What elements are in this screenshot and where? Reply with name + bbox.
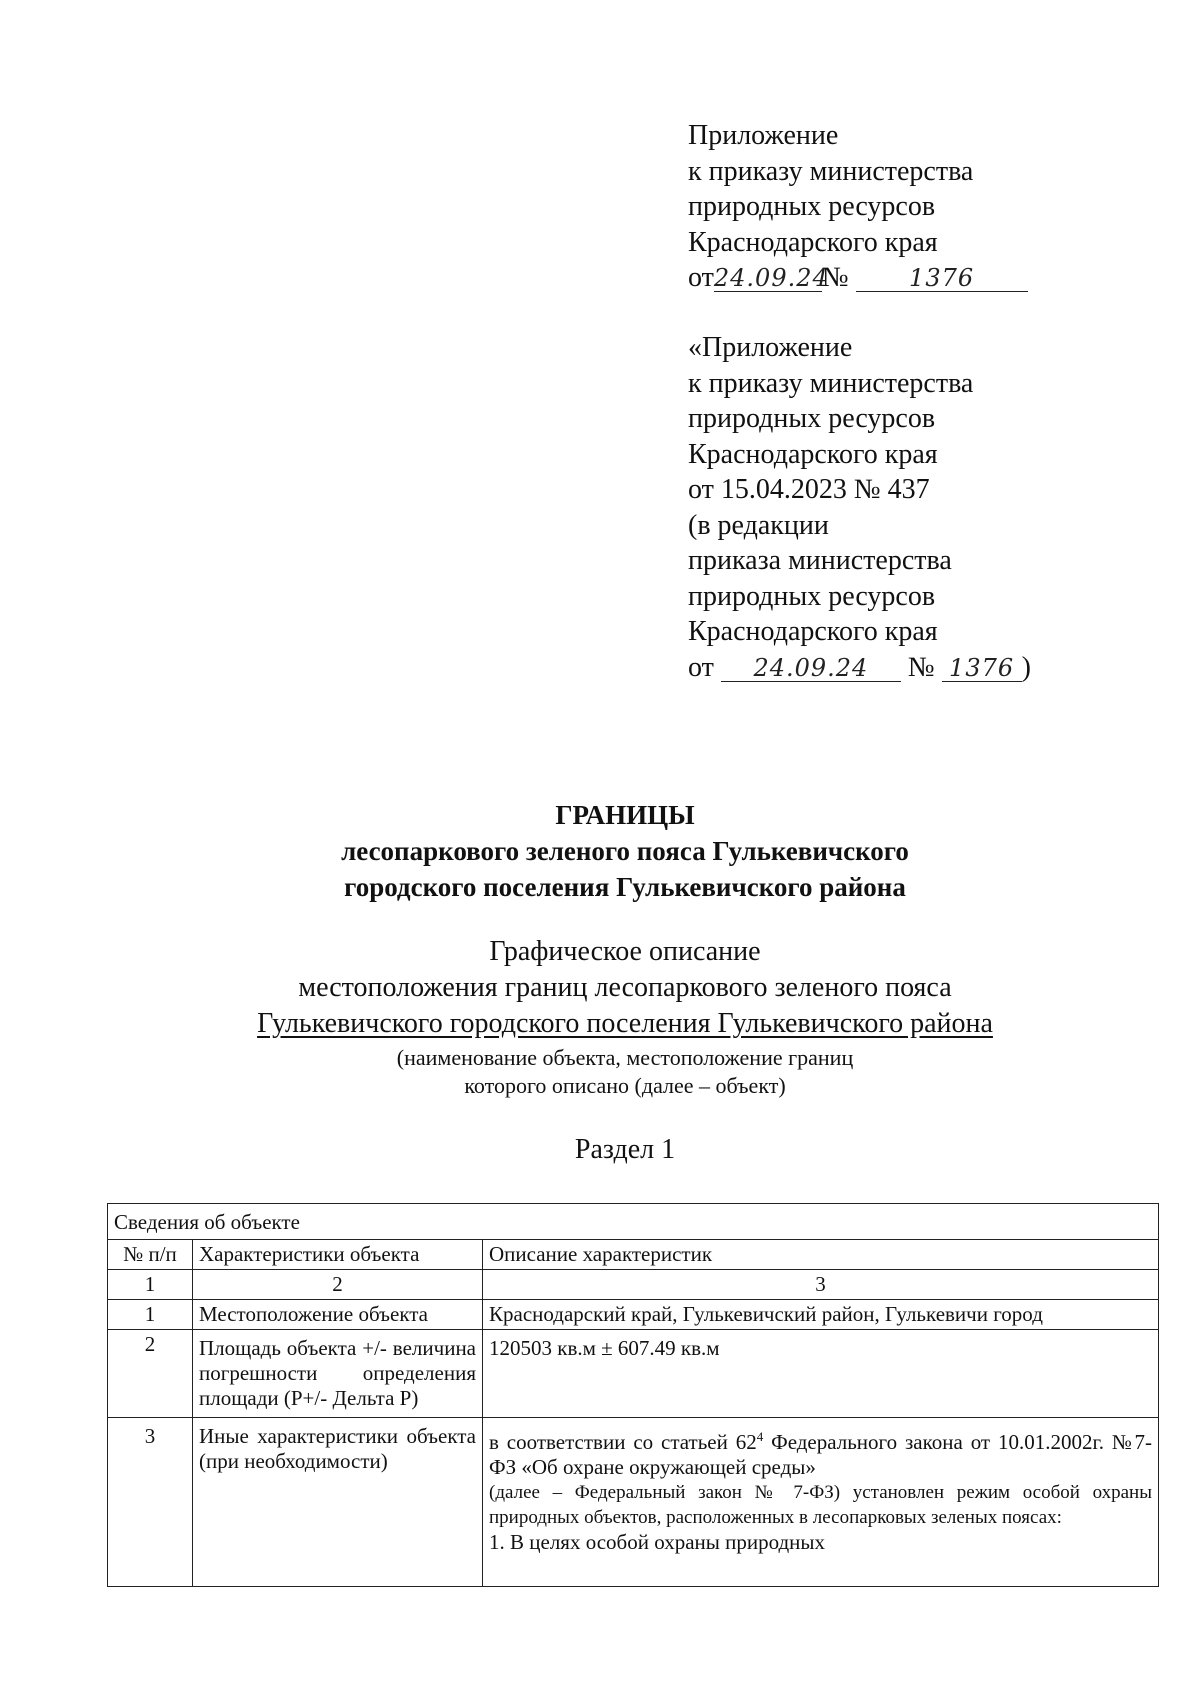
handwritten-number: 1376 [856, 265, 1028, 292]
closing-paren: ) [1021, 651, 1031, 683]
object-info-table [107, 1203, 1159, 1587]
header-cell: Характеристики объекта [193, 1240, 483, 1270]
description-cell [483, 1418, 1159, 1587]
stamp-line: природных ресурсов [688, 403, 936, 434]
row-number: 1 [108, 1300, 193, 1330]
stamp-line: к приказу министерства [688, 367, 974, 399]
stamp-line: Краснодарского края [688, 438, 938, 470]
row-number: 3 [108, 1418, 193, 1587]
description-cell: Краснодарский край, Гулькевичский район, Гулькевичи город [483, 1300, 1159, 1330]
description-text: (далее – Федеральный закон № 7-ФЗ) установлен режим особой охраны природных объектов, расположенных в лесопарковых зеленых поясах: [489, 1482, 1152, 1528]
approval-stamp [688, 118, 1068, 296]
subtitle-note: которого описано (далее – объект) [464, 1073, 786, 1098]
column-number: 1 [108, 1270, 193, 1300]
stamp-line: природных ресурсов [688, 191, 936, 222]
header-cell: Описание характеристик [483, 1240, 1159, 1270]
column-number: 2 [193, 1270, 483, 1300]
column-number: 3 [483, 1270, 1159, 1300]
stamp-line: от 15.04.2023 № 437 [688, 474, 930, 505]
stamp-line: приказа министерства [688, 545, 952, 576]
handwritten-date: 24.09.24 [721, 655, 901, 682]
table-header-row [108, 1240, 1159, 1270]
article-superscript: 4 [756, 1429, 764, 1444]
subtitle-note: (наименование объекта, местоположение границ [396, 1045, 854, 1070]
section-heading: Раздел 1 [574, 1134, 676, 1165]
header-cell: № п/п [108, 1240, 193, 1270]
table-caption-row [108, 1204, 1159, 1240]
characteristic-cell: Иные характеристики объекта (при необходимости) [193, 1418, 483, 1587]
stamp-line: к приказу министерства [688, 155, 974, 187]
table-row [108, 1418, 1159, 1587]
subtitle-underlined [0, 1006, 1200, 1042]
subtitle-line: Графическое описание [489, 936, 761, 967]
stamp-line: Приложение [688, 120, 839, 151]
subtitle-line: местоположения границ лесопаркового зеленого пояса [298, 972, 952, 1003]
table-caption: Сведения об объекте [108, 1204, 1159, 1240]
stamp-line: Краснодарского края [688, 616, 938, 647]
table-row [108, 1300, 1159, 1330]
stamp-line: (в редакции [688, 509, 829, 541]
description-text: 1. В целях особой охраны природных [489, 1530, 826, 1554]
stamp-date-line [688, 260, 1068, 296]
date-prefix: от [688, 262, 714, 293]
number-label: № [907, 651, 935, 683]
date-prefix: от [688, 651, 714, 683]
characteristic-cell: Площадь объекта +/- величина погрешности определения площади (P+/- Дельта P) [193, 1330, 483, 1418]
characteristic-cell: Местоположение объекта [193, 1300, 483, 1330]
stamp-date-line [688, 650, 1068, 686]
stamp-line: Краснодарского края [688, 226, 938, 258]
doc-title-line: лесопаркового зеленого пояса Гулькевичского [341, 836, 909, 866]
table-row [108, 1330, 1159, 1418]
doc-title: ГРАНИЦЫ [555, 800, 695, 830]
column-number-row [108, 1270, 1159, 1300]
number-label: № [821, 262, 849, 293]
description-cell: 120503 кв.м ± 607.49 кв.м [483, 1330, 1159, 1418]
row-number: 2 [108, 1330, 193, 1418]
handwritten-date: 24.09.24 [713, 264, 829, 292]
description-text: Федерального закона от 10.01.2002г. №7-ФЗ «Об охране окружающей среды» [489, 1430, 1152, 1479]
object-name: Гулькевичского городского поселения Гулькевичского района [257, 1008, 993, 1039]
edition-stamp [688, 330, 1068, 685]
description-text: в соответствии со статьей 62 [489, 1430, 757, 1454]
stamp-line: природных ресурсов [688, 580, 936, 612]
handwritten-number: 1376 [942, 655, 1022, 682]
doc-title-line: городского поселения Гулькевичского района [344, 872, 906, 902]
stamp-line: «Приложение [688, 332, 853, 363]
